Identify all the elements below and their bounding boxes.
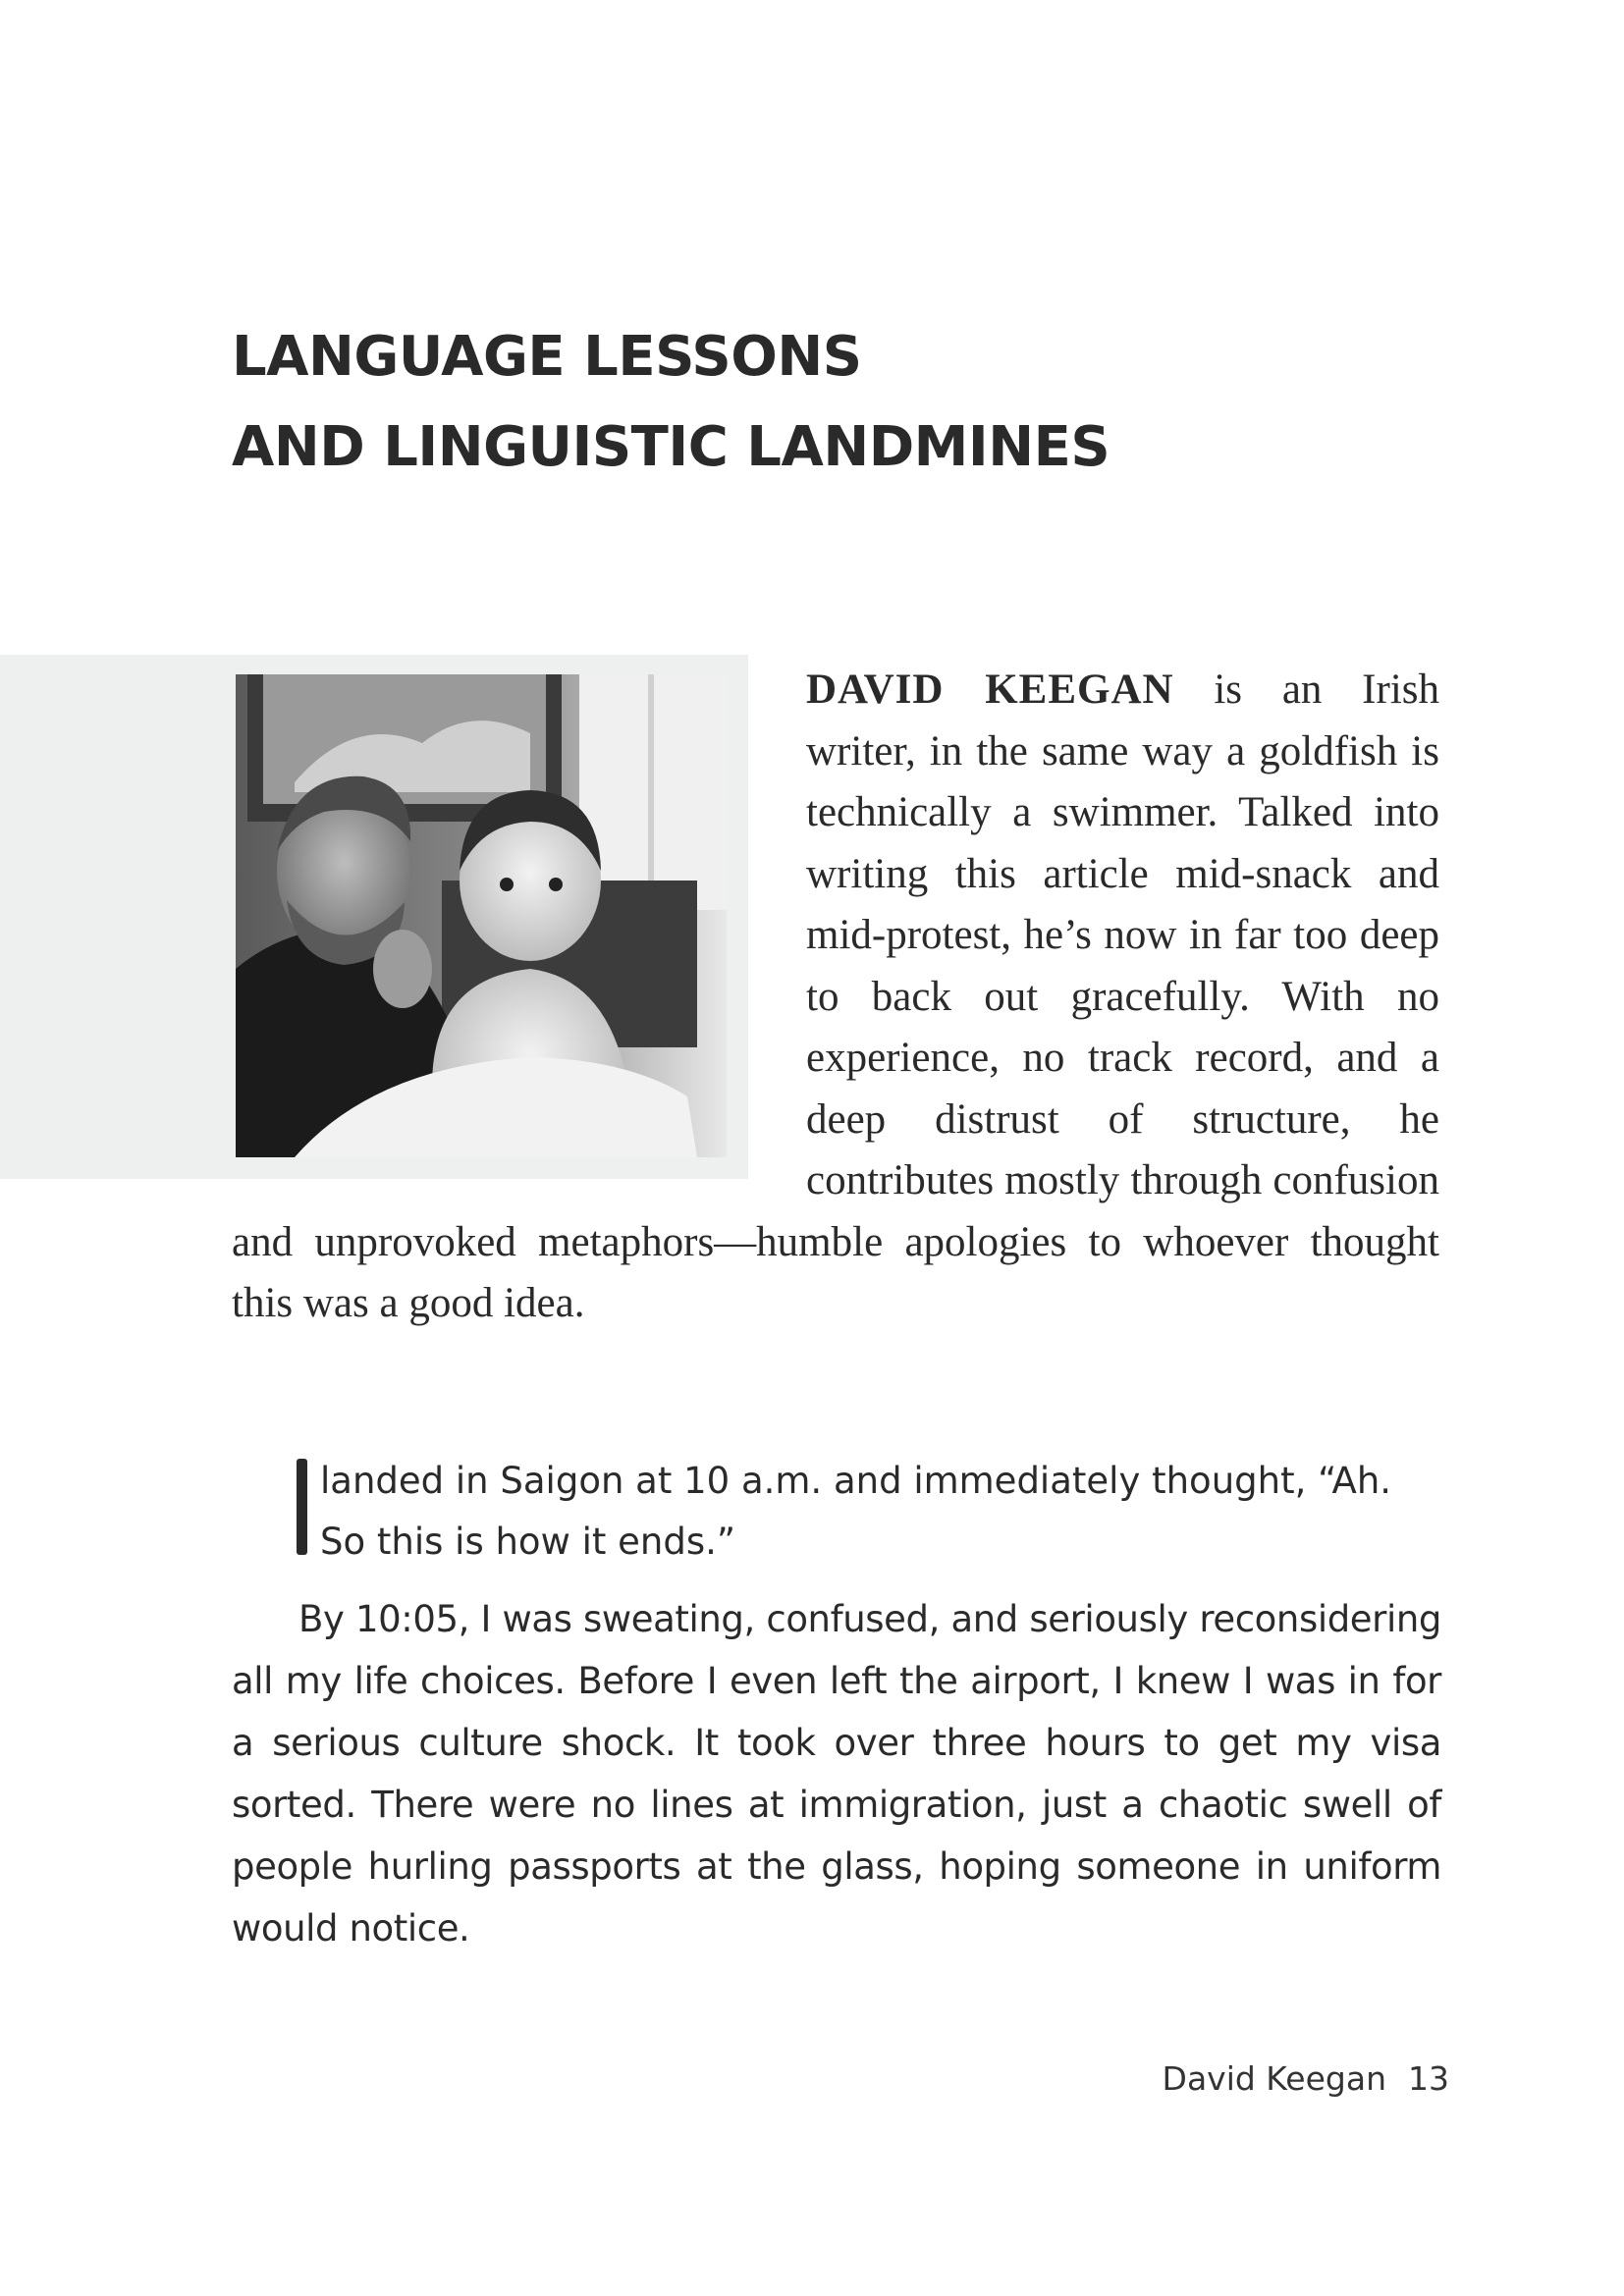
- page-number: 13: [1408, 2059, 1449, 2098]
- bio-text: is an Irish writer, in the same way a goldfish is technically a swimmer. Talked into writing this article mid-snack and mid-protest, he’s now in far too deep to back out gracefully. With no experience, no track record, and a deep distrust of structure, he contributes mostly through confusion and unprovoked metaphors—humble apologies to whoever thought this was a good idea.: [232, 667, 1440, 1326]
- title-line-2: AND LINGUISTIC LANDMINES: [232, 415, 1110, 479]
- author-bio: [232, 660, 1439, 1335]
- page-footer: [1163, 2059, 1449, 2098]
- lead-line-1: landed in Saigon at 10 a.m. and immediately thought, “Ah.: [320, 1460, 1392, 1502]
- lead-line-2: So this is how it ends.”: [320, 1521, 736, 1563]
- lead-paragraph: [300, 1451, 1441, 1573]
- author-name: DAVID KEEGAN: [806, 667, 1174, 713]
- footer-author: David Keegan: [1162, 2059, 1386, 2098]
- title-line-1: LANGUAGE LESSONS: [232, 325, 862, 389]
- article-title: [232, 312, 1110, 493]
- photo-text-wrap-spacer: [232, 660, 806, 1209]
- body-paragraph: By 10:05, I was sweating, confused, and seriously reconsidering all my life choices. Before I even left the airport, I knew I was in for a serious culture shock. It took over three hours to get my visa sorted. There were no lines at immigration, just a chaotic swell of people hurling passports at the glass, hoping someone in uniform would notice.: [232, 1598, 1441, 1949]
